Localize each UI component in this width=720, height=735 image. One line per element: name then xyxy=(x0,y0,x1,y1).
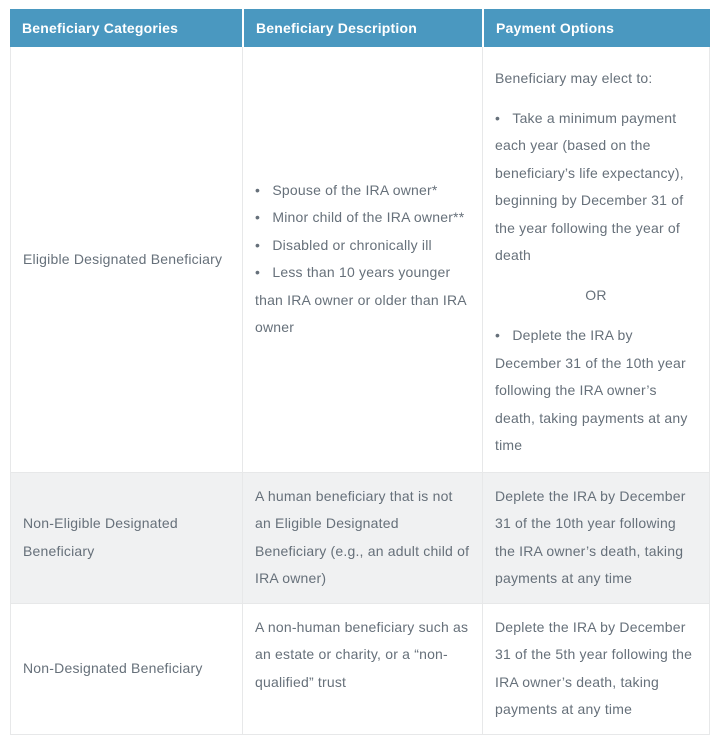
description-bullet-list xyxy=(255,175,470,344)
description-bullet: • Minor child of the IRA owner** xyxy=(255,204,470,232)
category-label: Eligible Designated Beneficiary xyxy=(23,250,223,267)
cell-description xyxy=(242,47,482,472)
cell-description xyxy=(242,473,482,603)
table-row-non-eligible-designated xyxy=(11,472,709,603)
cell-category xyxy=(11,604,242,734)
cell-payment-options xyxy=(482,47,709,472)
description-text: A human beneficiary that is not an Eligible Designated Beneficiary (e.g., an adult child of IRA owner) xyxy=(255,487,470,586)
cell-category xyxy=(11,47,242,472)
cell-payment-options xyxy=(482,473,709,603)
table-row-eligible-designated xyxy=(11,47,709,472)
header-beneficiary-description: Beneficiary Description xyxy=(244,9,482,47)
beneficiary-table xyxy=(10,9,710,735)
header-payment-options: Payment Options xyxy=(484,9,710,47)
description-bullet: • Less than 10 years younger than IRA owner or older than IRA owner xyxy=(255,259,470,342)
header-beneficiary-categories: Beneficiary Categories xyxy=(10,9,242,47)
cell-description xyxy=(242,604,482,734)
description-bullet: • Spouse of the IRA owner* xyxy=(255,177,470,205)
payment-text: Deplete the IRA by December 31 of the 5th year following the IRA owner’s death, taking payments at any time xyxy=(495,618,693,717)
payment-option-1: • Take a minimum payment each year (based on the beneficiary’s life expectancy), beginning by December 31 of the year following the year of death xyxy=(495,105,697,270)
payment-intro: Beneficiary may elect to: xyxy=(495,70,653,86)
description-text: A non-human beneficiary such as an estate or charity, or a “non-qualified” trust xyxy=(255,618,469,690)
table-header-row xyxy=(10,9,710,47)
payment-text: Deplete the IRA by December 31 of the 10th year following the IRA owner’s death, taking payments at any time xyxy=(495,487,686,586)
table-row-non-designated xyxy=(11,603,709,734)
cell-category xyxy=(11,473,242,603)
payment-or-separator: OR xyxy=(585,286,607,303)
table-body xyxy=(10,47,710,735)
category-label: Non-Designated Beneficiary xyxy=(23,659,203,676)
payment-option-2: • Deplete the IRA by December 31 of the 10th year following the IRA owner’s death, taking payments at any time xyxy=(495,322,697,460)
description-bullet: • Disabled or chronically ill xyxy=(255,232,470,260)
cell-payment-options xyxy=(482,604,709,734)
category-label: Non-Eligible Designated Beneficiary xyxy=(23,515,178,559)
